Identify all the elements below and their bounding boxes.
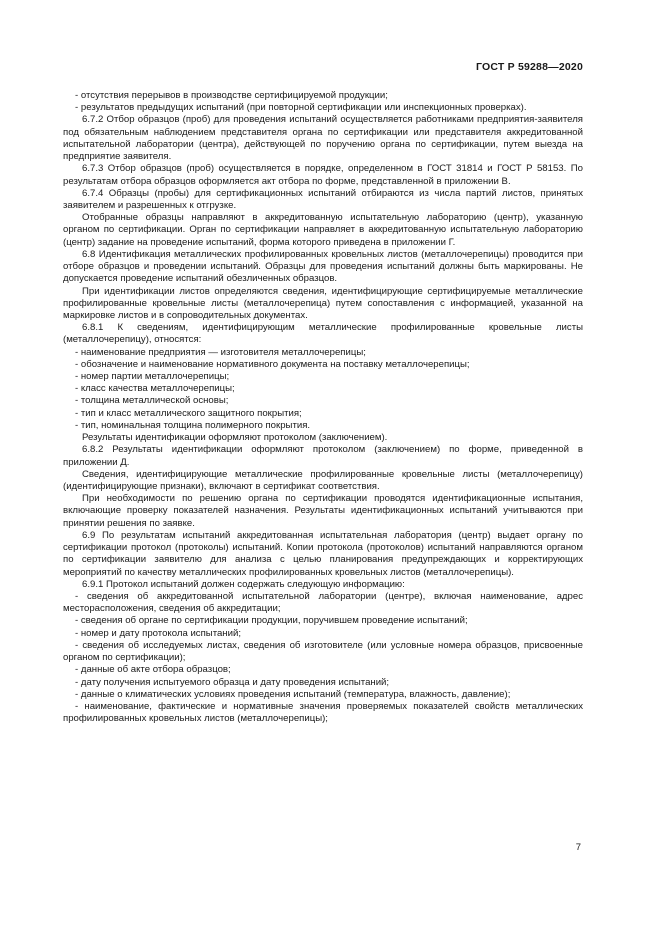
paragraph: 6.8 Идентификация металлических профилированных кровельных листов (металлочерепицы) проводится при отборе образцов и проведении испытаний. Образцы для проведения испытаний должны быть маркированы. Не допускается проведение испытаний обезличенных образцов.	[63, 248, 583, 285]
list-item: - дату получения испытуемого образца и дату проведения испытаний;	[75, 676, 390, 688]
paragraph: 6.8.1 К сведениям, идентифицирующим металлические профилированные кровельные листы (металлочерепицу), относятся:	[63, 322, 583, 346]
paragraph: 6.7.3 Отбор образцов (проб) осуществляется в порядке, определенном в ГОСТ 31814 и ГОСТ Р 58153. По результатам отбора образцов оформляется акт отбора по форме, представленной в приложении В.	[63, 163, 583, 187]
list-item: - отсутствия перерывов в производстве сертифицируемой продукции;	[75, 90, 388, 101]
paragraph: Отобранные образцы направляют в аккредитованную испытательную лабораторию (центр), указанную органом по сертификации. Орган по сертификации направляет в аккредитованную испытательную лабораторию (центр) задание на проведение испытаний, форма которого приведена в приложении Г.	[63, 212, 583, 248]
list-item: - тип, номинальная толщина полимерного покрытия.	[75, 419, 311, 431]
list-item: - данные о климатических условиях проведения испытаний (температура, влажность, давление);	[75, 688, 511, 700]
list-item: - сведения об исследуемых листах, сведения об изготовителе (или условные номера образцов, присвоенные органом по сертификации);	[63, 639, 583, 664]
paragraph: Результаты идентификации оформляют протоколом (заключением).	[82, 432, 388, 444]
list-item: - толщина металлической основы;	[75, 395, 229, 407]
paragraph: 6.9 По результатам испытаний аккредитованная испытательная лаборатория (центр) выдает органу по сертификации протокол (протоколы) испытаний. Копии протокола (протоколов) испытаний направляются органом по сертификации заявителю для анализа с целью планирования предупреждающих и корректирующих мероприятий по качеству металлических профилированных кровельных листов (металлочерепицы).	[63, 529, 583, 578]
list-item: - номер партии металлочерепицы;	[75, 371, 230, 383]
list-item: - наименование, фактические и нормативные значения проверяемых показателей свойств металлических профилированных кровельных листов (металлочерепицы);	[63, 700, 583, 725]
list-item: - сведения об аккредитованной испытательной лаборатории (центре), включая наименование, адрес месторасположения, сведения об аккредитации;	[63, 590, 583, 615]
list-item: - сведения об органе по сертификации продукции, поручившем проведение испытаний;	[75, 615, 468, 627]
list-item: - данные об акте отбора образцов;	[75, 664, 231, 676]
paragraph: 6.9.1 Протокол испытаний должен содержать следующую информацию:	[82, 578, 405, 590]
paragraph: 6.7.4 Образцы (пробы) для сертификационных испытаний отбираются из числа партий листов, принятых заявителем и разрешенных к отгрузке.	[63, 187, 583, 211]
paragraph: 6.8.2 Результаты идентификации оформляют протоколом (заключением) по форме, приведенной в приложении Д.	[63, 444, 583, 468]
list-item: - наименование предприятия — изготовителя металлочерепицы;	[75, 346, 366, 358]
paragraph: При необходимости по решению органа по сертификации проводятся идентификационные испытания, включающие проверку показателей назначения. Результаты идентификационных испытаний учитываются при принятии решения по заявке.	[63, 493, 583, 529]
list-item: - обозначение и наименование нормативного документа на поставку металлочерепицы;	[75, 358, 470, 370]
paragraph: Сведения, идентифицирующие металлические профилированные кровельные листы (металлочерепицу) (идентифицирующие признаки), включают в сертификат соответствия.	[63, 468, 583, 492]
paragraph: 6.7.2 Отбор образцов (проб) для проведения испытаний осуществляется работниками предприятия-заявителя под обязательным наблюдением представителя органа по сертификации или представителя аккредитованной испытательной лаборатории (центра), действующей по поручению органа по сертификации, путем выезда на предприятие заявителя.	[63, 114, 583, 163]
list-item: - тип и класс металлического защитного покрытия;	[75, 407, 302, 419]
standard-designation: ГОСТ Р 59288—2020	[475, 61, 583, 73]
paragraph: При идентификации листов определяются сведения, идентифицирующие сертифицируемые металлические профилированные кровельные листы (металлочерепица) путем сопоставления с информацией, указанной на маркировке листов и в сопроводительных документах.	[63, 285, 583, 321]
list-item: - номер и дату протокола испытаний;	[75, 627, 241, 639]
list-item: - результатов предыдущих испытаний (при повторной сертификации или инспекционных проверках).	[75, 102, 527, 114]
document-body	[63, 90, 583, 725]
list-item: - класс качества металлочерепицы;	[75, 383, 235, 395]
page-number: 7	[575, 842, 581, 853]
